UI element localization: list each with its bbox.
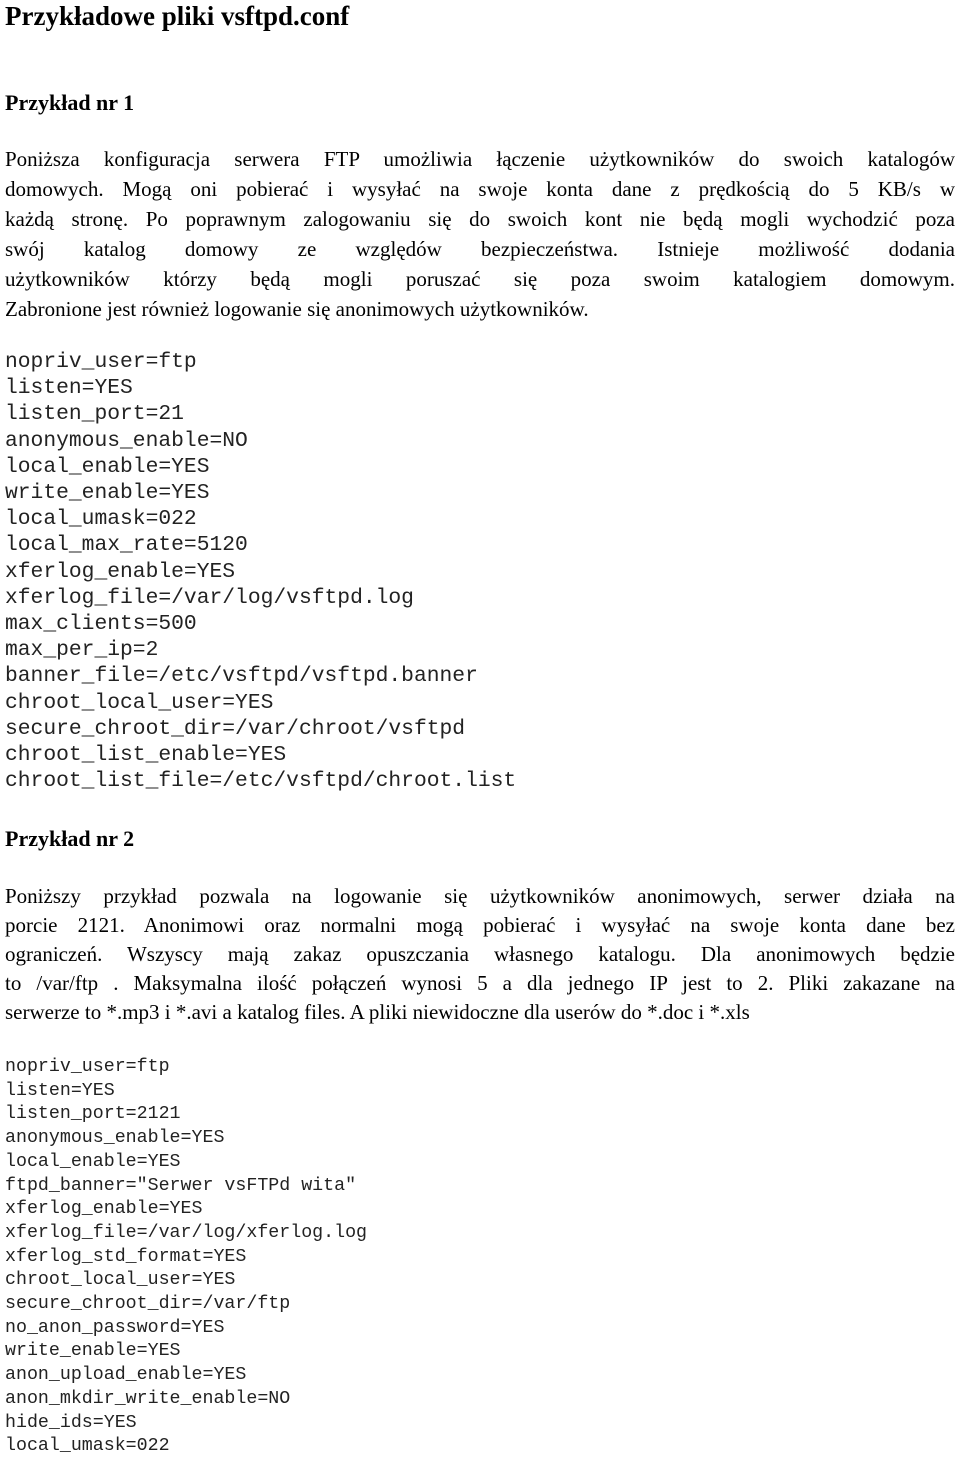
config-line: anon_upload_enable=YES: [5, 1365, 247, 1386]
config-line: xferlog_enable=YES: [5, 559, 236, 584]
example-1-heading: Przykład nr 1: [5, 90, 135, 115]
description-line: porcie 2121. Anonimowi oraz normalni mogą pobierać i wysyłać na swoje konta dane bez: [5, 913, 955, 937]
config-line: write_enable=YES: [5, 481, 210, 506]
config-line: nopriv_user=ftp: [5, 350, 197, 374]
description-line: Zabronione jest również logowanie się anonimowych użytkowników.: [5, 297, 589, 321]
config-line: ftpd_banner="Serwer vsFTPd wita": [5, 1175, 357, 1196]
config-line: secure_chroot_dir=/var/chroot/vsftpd: [5, 716, 466, 741]
config-line: chroot_local_user=YES: [5, 1270, 236, 1291]
example-1-config: [5, 349, 516, 794]
config-line: hide_ids=YES: [5, 1412, 137, 1433]
config-line: chroot_list_enable=YES: [5, 743, 287, 768]
config-line: listen=YES: [5, 1080, 115, 1101]
config-line: max_per_ip=2: [5, 638, 159, 663]
document-title: Przykładowe pliki vsftpd.conf: [5, 1, 350, 31]
description-line: to /var/ftp . Maksymalna ilość połączeń wynosi 5 a dla jednego IP jest to 2. Pliki zakazane na: [5, 971, 955, 995]
config-line: anonymous_enable=YES: [5, 1128, 225, 1149]
config-line: listen_port=21: [5, 402, 184, 427]
config-line: xferlog_enable=YES: [5, 1199, 203, 1220]
config-line: local_enable=YES: [5, 454, 210, 479]
config-line: nopriv_user=ftp: [5, 1057, 170, 1077]
example-2-description: [5, 882, 955, 1027]
config-line: xferlog_file=/var/log/xferlog.log: [5, 1222, 368, 1243]
description-line: serwerze to *.mp3 i *.avi a katalog files. A pliki niewidoczne dla userów do *.doc i *.xls: [5, 1000, 750, 1024]
config-line: chroot_local_user=YES: [5, 690, 274, 715]
config-line: local_max_rate=5120: [5, 533, 248, 558]
config-line: listen=YES: [5, 376, 133, 401]
config-line: xferlog_file=/var/log/vsftpd.log: [5, 585, 414, 610]
description-line: swój katalog domowy ze względów bezpieczeństwa. Istnieje możliwość dodania: [5, 237, 955, 261]
config-line: chroot_list_file=/etc/vsftpd/chroot.list: [5, 769, 517, 794]
config-line: no_anon_password=YES: [5, 1317, 225, 1338]
config-line: banner_file=/etc/vsftpd/vsftpd.banner: [5, 664, 478, 689]
example-2-config: [5, 1056, 367, 1459]
description-line: domowych. Mogą oni pobierać i wysyłać na swoje konta dane z prędkością do 5 KB/s w: [5, 177, 955, 201]
description-line: każdą stronę. Po poprawnym zalogowaniu się do swoich kont nie będą mogli wychodzić poza: [5, 207, 955, 231]
config-line: listen_port=2121: [5, 1104, 181, 1125]
description-line: użytkowników którzy będą mogli poruszać się poza swoim katalogiem domowym.: [5, 267, 955, 291]
config-line: secure_chroot_dir=/var/ftp: [5, 1294, 291, 1315]
example-1-description: [5, 144, 955, 324]
description-line: Poniższy przykład pozwala na logowanie się użytkowników anonimowych, serwer działa na: [5, 884, 955, 908]
config-line: anonymous_enable=NO: [5, 428, 248, 453]
config-line: xferlog_std_format=YES: [5, 1246, 247, 1267]
example-2-heading: Przykład nr 2: [5, 826, 135, 851]
config-line: local_umask=022: [5, 1436, 170, 1457]
config-line: local_umask=022: [5, 507, 197, 532]
description-line: ograniczeń. Wszyscy mają zakaz opuszczania własnego katalogu. Dla anonimowych będzie: [5, 942, 955, 966]
config-line: anon_mkdir_write_enable=NO: [5, 1388, 291, 1409]
description-line: Poniższa konfiguracja serwera FTP umożliwia łączenie użytkowników do swoich katalogów: [5, 147, 955, 171]
config-line: write_enable=YES: [5, 1341, 181, 1362]
config-line: local_enable=YES: [5, 1151, 181, 1172]
config-line: max_clients=500: [5, 612, 197, 637]
